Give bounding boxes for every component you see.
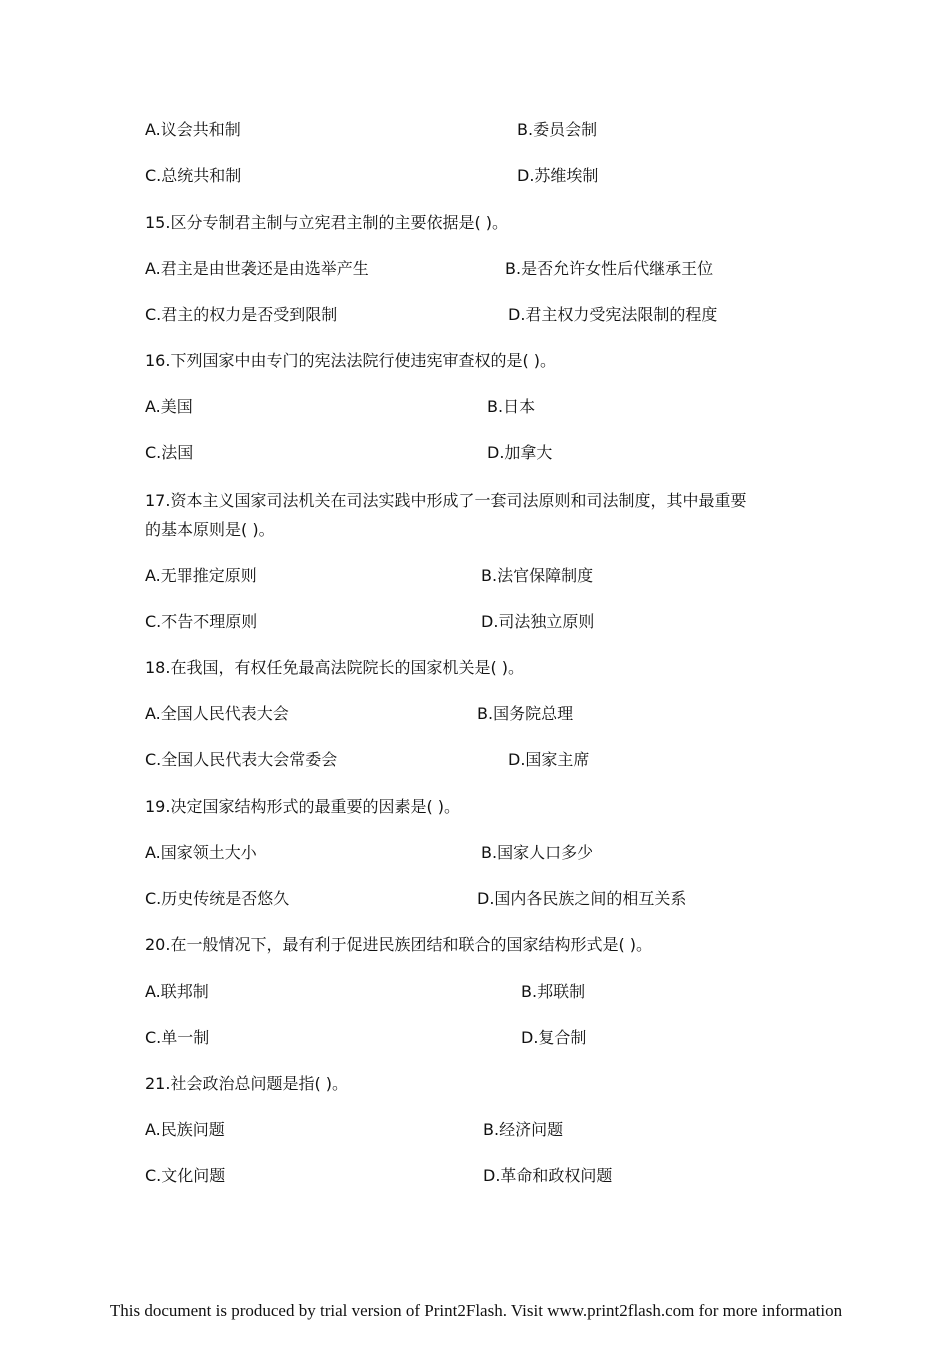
q14-option-c: C.总统共和制 (145, 166, 242, 185)
q16-option-a: A.美国 (145, 397, 193, 416)
q14-option-d: D.苏维埃制 (517, 166, 599, 185)
q16-stem: 16.下列国家中由专门的宪法法院行使违宪审查权的是( )。 (145, 351, 557, 370)
q19-option-c: C.历史传统是否悠久 (145, 889, 290, 908)
q18-option-b: B.国务院总理 (477, 704, 574, 723)
q19-stem: 19.决定国家结构形式的最重要的因素是( )。 (145, 797, 461, 816)
q20-option-a: A.联邦制 (145, 982, 209, 1001)
q17-option-b: B.法官保障制度 (481, 566, 594, 585)
q15-option-a: A.君主是由世袭还是由选举产生 (145, 259, 369, 278)
q18-option-d: D.国家主席 (508, 750, 590, 769)
q21-option-b: B.经济问题 (483, 1120, 564, 1139)
q20-option-b: B.邦联制 (521, 982, 586, 1001)
q21-option-a: A.民族问题 (145, 1120, 225, 1139)
q21-stem: 21.社会政治总问题是指( )。 (145, 1074, 349, 1093)
q19-option-d: D.国内各民族之间的相互关系 (477, 889, 687, 908)
q17-option-d: D.司法独立原则 (481, 612, 595, 631)
q14-option-b: B.委员会制 (517, 120, 598, 139)
q17-option-a: A.无罪推定原则 (145, 566, 257, 585)
q21-option-d: D.革命和政权问题 (483, 1166, 613, 1185)
q19-option-b: B.国家人口多少 (481, 843, 594, 862)
q20-stem: 20.在一般情况下，最有利于促进民族团结和联合的国家结构形式是( )。 (145, 935, 653, 954)
q20-option-d: D.复合制 (521, 1028, 587, 1047)
q16-option-b: B.日本 (487, 397, 536, 416)
trial-version-footer: This document is produced by trial version of Print2Flash. Visit www.print2flash.com for more information (109, 1301, 843, 1320)
q18-option-a: A.全国人民代表大会 (145, 704, 289, 723)
q15-option-b: B.是否允许女性后代继承王位 (505, 259, 714, 278)
q16-option-c: C.法国 (145, 443, 194, 462)
q17-option-c: C.不告不理原则 (145, 612, 258, 631)
q20-option-c: C.单一制 (145, 1028, 210, 1047)
q17-stem-line1: 17.资本主义国家司法机关在司法实践中形成了一套司法原则和司法制度，其中最重要 (145, 491, 747, 510)
q19-option-a: A.国家领土大小 (145, 843, 257, 862)
q14-option-a: A.议会共和制 (145, 120, 241, 139)
q18-stem: 18.在我国，有权任免最高法院院长的国家机关是( )。 (145, 658, 525, 677)
q18-option-c: C.全国人民代表大会常委会 (145, 750, 338, 769)
q15-option-d: D.君主权力受宪法限制的程度 (508, 305, 718, 324)
q16-option-d: D.加拿大 (487, 443, 553, 462)
q17-stem-line2: 的基本原则是( )。 (145, 520, 275, 539)
q21-option-c: C.文化问题 (145, 1166, 226, 1185)
q15-stem: 15.区分专制君主制与立宪君主制的主要依据是( )。 (145, 213, 509, 232)
q15-option-c: C.君主的权力是否受到限制 (145, 305, 338, 324)
